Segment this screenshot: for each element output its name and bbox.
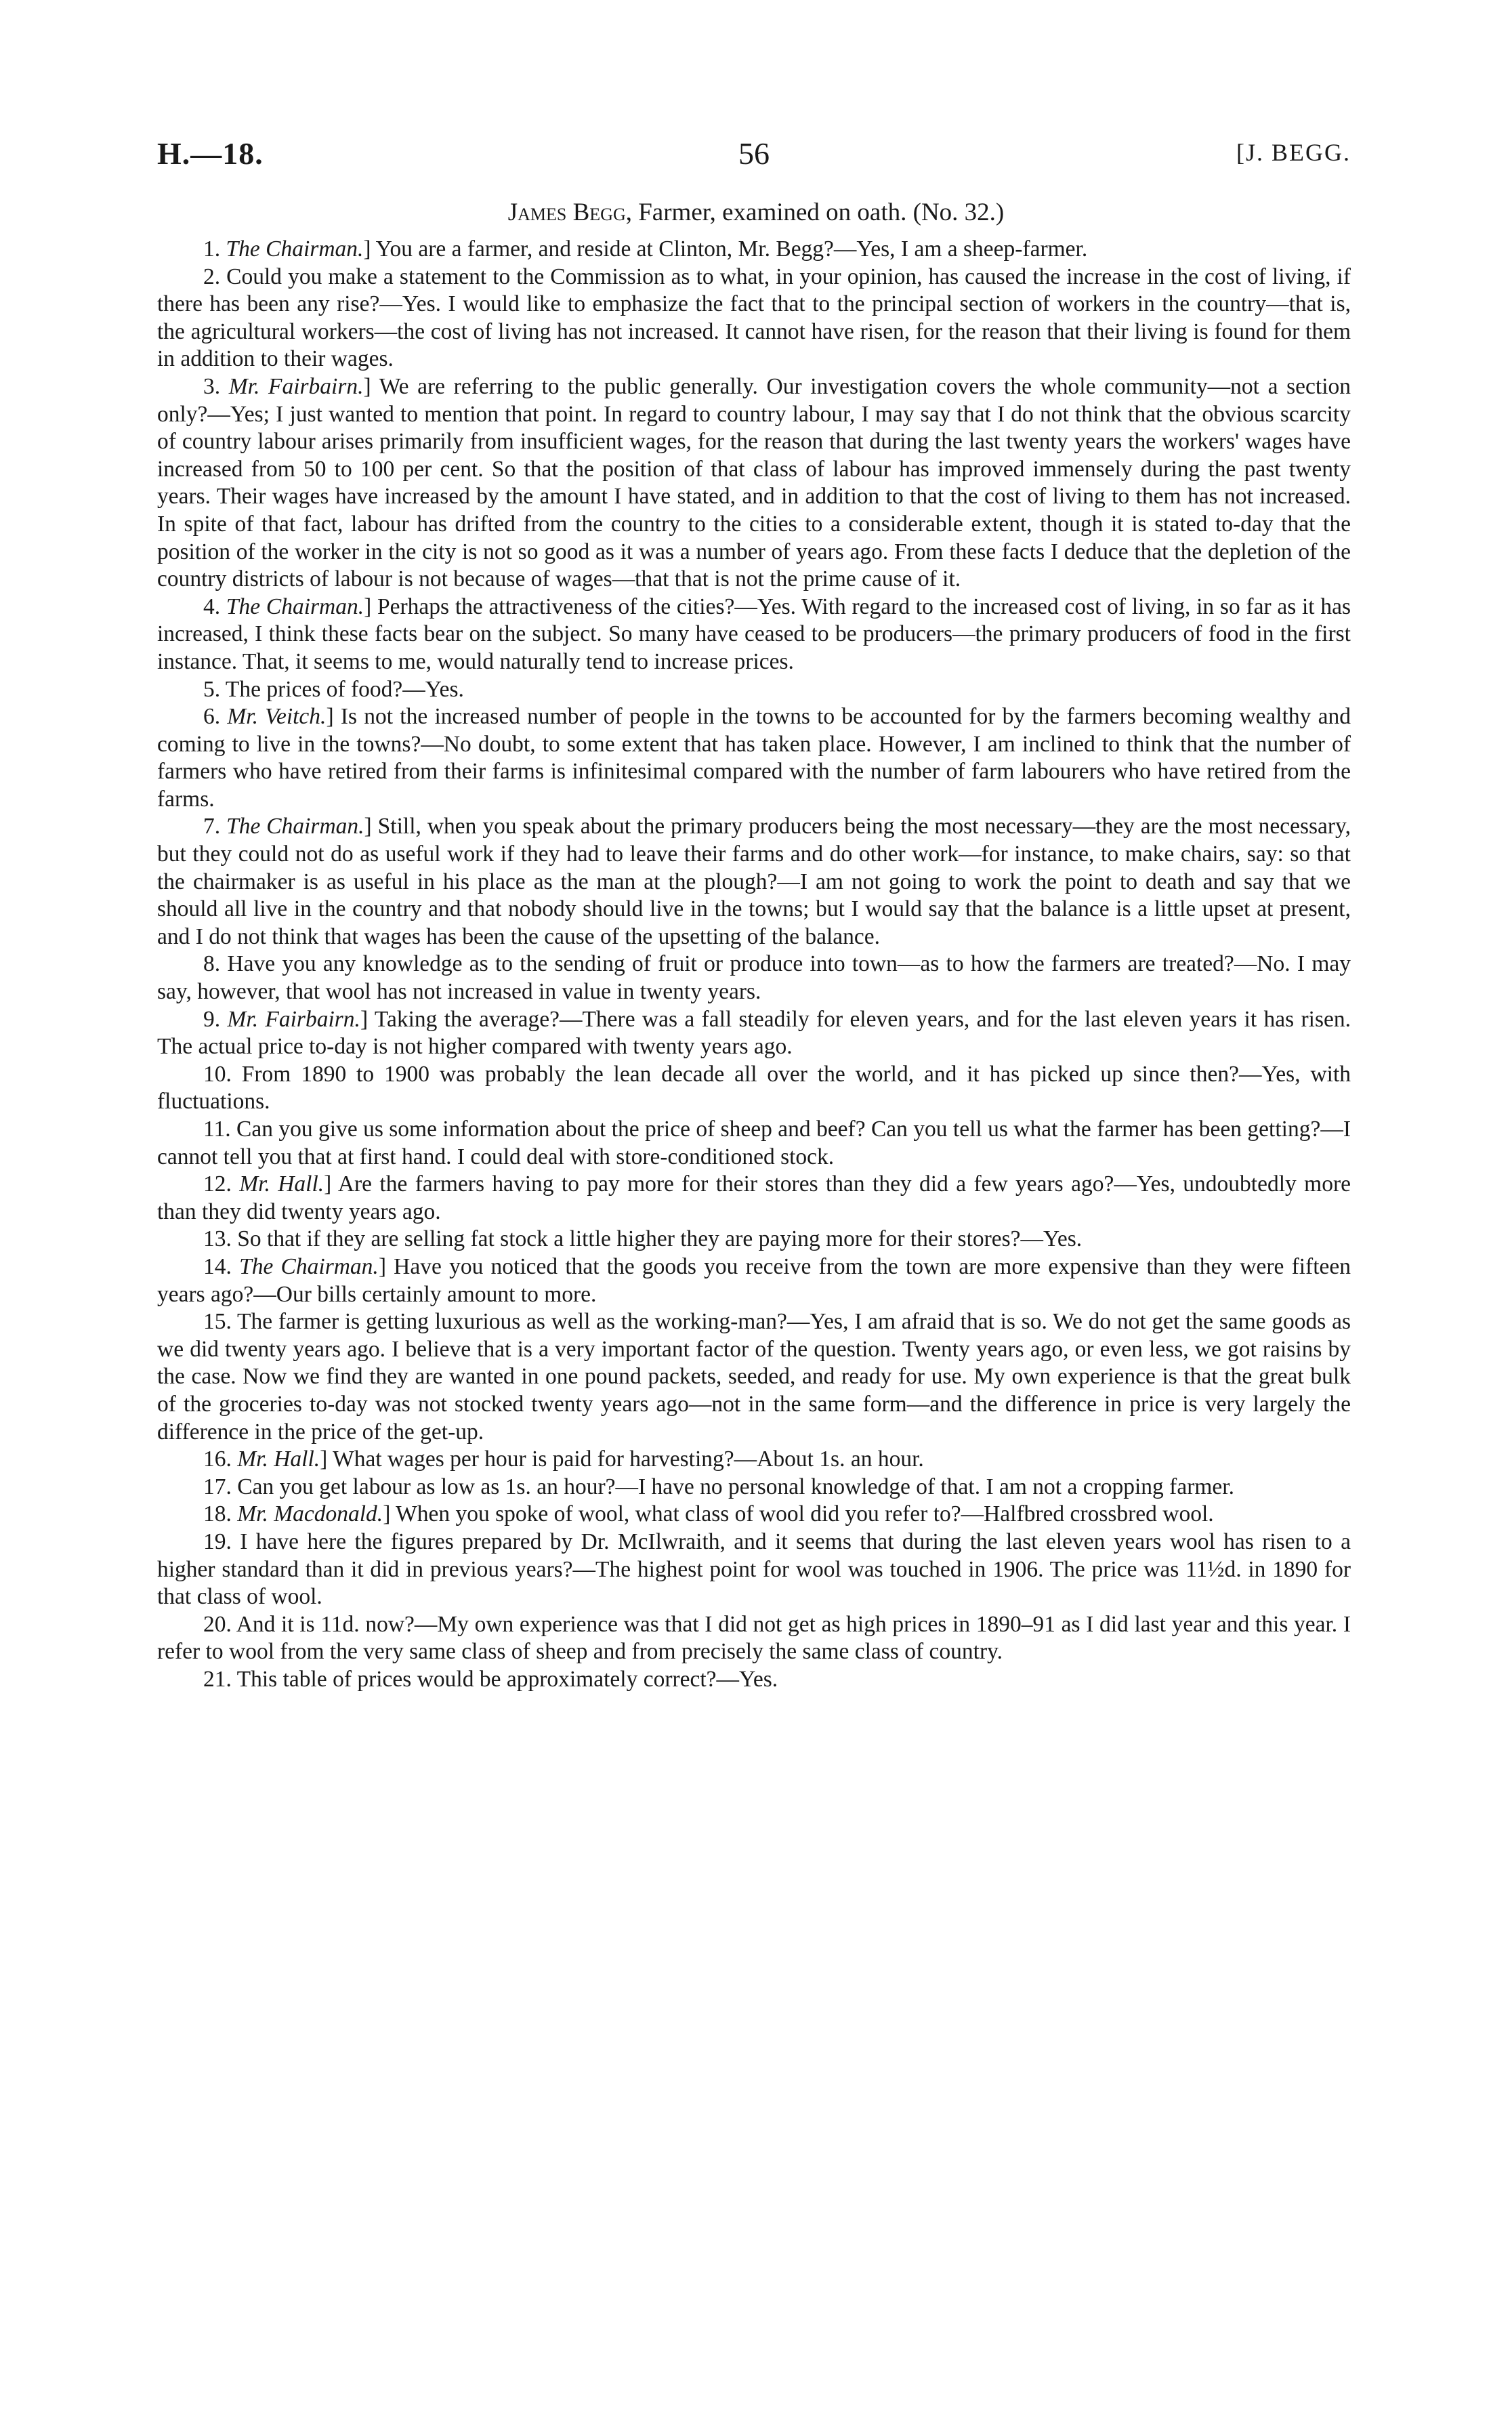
series-code: H.—18.: [157, 136, 264, 171]
qa-paragraph: [157, 1611, 1351, 1666]
question-number: 1.: [203, 236, 221, 262]
qa-paragraph: [157, 1171, 1351, 1226]
question-number: 10.: [203, 1061, 232, 1087]
speaker-name: Mr. Fairbairn.: [227, 1006, 360, 1032]
paragraph-text: Have you any knowledge as to the sending of fruit or produce into town—as to how the farmers are treated?—No. I may say, however, that wool has not increased in value in twenty years.: [157, 951, 1351, 1005]
witness-name: James Begg: [507, 199, 626, 226]
question-number: 6.: [203, 704, 221, 730]
question-number: 5.: [203, 676, 221, 702]
paragraph-text: Could you make a statement to the Commission as to what, in your opinion, has caused the increase in the cost of living, if there has been any rise?—Yes. I would like to emphasize the fact that to the principal section of workers in the country—that is, the agricultural workers—the cost of living has not increased. It cannot have risen, for the reason that their living is found for them in addition to their wages.: [157, 264, 1351, 372]
paragraph-text: ] Still, when you speak about the primary producers being the most necessary—they are the most necessary, but they could not do as useful work if they had to leave their farms and do other work—for instance, to make chairs, say: so that the chairmaker is as useful in his place as the man at the plough?—I am not going to work the point to death and say that we should all live in the country and that nobody should live in the towns; but I would say that the balance is a little upset at present, and I do not think that wages has been the cause of the upsetting of the balance.: [157, 814, 1351, 949]
paragraph-text: The prices of food?—Yes.: [225, 676, 464, 702]
paragraph-text: ] Are the farmers having to pay more for their stores than they did a few years ago?—Yes, undoubtedly more than they did twenty years ago.: [157, 1171, 1351, 1224]
question-number: 18.: [203, 1501, 232, 1527]
qa-paragraph: [157, 1116, 1351, 1171]
question-number: 3.: [203, 373, 221, 399]
question-number: 7.: [203, 814, 221, 839]
paragraph-text: ] We are referring to the public generally. Our investigation covers the whole community—not a section only?—Yes; I just wanted to mention that point. In regard to country labour, I may say that I do not think that the obvious scarcity of country labour arises primarily from insufficient wages, for the reason that during the last twenty years the workers' wages have increased from 50 to 100 per cent. So that the position of that class of labour has improved immensely during the past twenty years. Their wages have increased by the amount I have stated, and in addition to that the cost of living to them has not increased. In spite of that fact, labour has drifted from the country to the cities to a considerable extent, though it is stated to-day that the position of the worker in the city is not so good as it was a number of years ago. From these facts I deduce that the depletion of the country districts of labour is not because of wages—that that is not the prime cause of it.: [157, 373, 1351, 592]
speaker-name: Mr. Fairbairn.: [228, 373, 364, 399]
question-number: 15.: [203, 1309, 232, 1335]
question-number: 17.: [203, 1474, 232, 1499]
question-number: 8.: [203, 951, 221, 977]
qa-paragraph: [157, 1501, 1351, 1529]
paragraph-text: ] When you spoke of wool, what class of wool did you refer to?—Halfbred crossbred wool.: [383, 1501, 1214, 1527]
paragraph-text: Can you give us some information about the price of sheep and beef? Can you tell us what the farmer has been getting?—I cannot tell you that at first hand. I could deal with store-conditioned stock.: [157, 1117, 1351, 1169]
question-number: 13.: [203, 1226, 232, 1252]
qa-paragraph: [157, 373, 1351, 594]
question-number: 2.: [203, 264, 221, 289]
qa-paragraph: [157, 236, 1351, 264]
paragraph-text: This table of prices would be approximately correct?—Yes.: [236, 1666, 778, 1692]
section-title: [0, 198, 1512, 227]
paragraph-text: ] Have you noticed that the goods you receive from the town are more expensive than they were fifteen years ago?—Our bills certainly amount to more.: [157, 1253, 1351, 1307]
question-number: 21.: [203, 1666, 232, 1692]
paragraph-text: Can you get labour as low as 1s. an hour?—I have no personal knowledge of that. I am not a cropping farmer.: [237, 1474, 1234, 1499]
speaker-name: The Chairman.: [226, 236, 364, 262]
qa-paragraph: [157, 1061, 1351, 1116]
speaker-name: Mr. Hall.: [237, 1447, 320, 1472]
question-number: 20.: [203, 1611, 232, 1637]
question-number: 14.: [203, 1253, 232, 1279]
qa-paragraph: [157, 264, 1351, 373]
paragraph-text: ] What wages per hour is paid for harvesting?—About 1s. an hour.: [320, 1447, 924, 1472]
page-header: [157, 136, 1351, 176]
page-number: 56: [738, 136, 770, 171]
title-rest: , Farmer, examined on oath. (No. 32.): [625, 199, 1005, 226]
paragraph-text: ] Perhaps the attractiveness of the cities?—Yes. With regard to the increased cost of living, in so far as it has increased, I think these facts bear on the subject. So many have ceased to be producers—the primary producers of food in the first instance. That, it seems to me, would naturally tend to increase prices.: [157, 594, 1351, 674]
paragraph-text: ] You are a farmer, and reside at Clinton, Mr. Begg?—Yes, I am a sheep-farmer.: [363, 236, 1088, 262]
question-number: 4.: [203, 594, 221, 619]
paragraph-text: The farmer is getting luxurious as well as the working-man?—Yes, I am afraid that is so. We do not get the same goods as we did twenty years ago. I believe that is a very important factor of the question. Twenty years ago, or even less, we got raisins by the case. Now we find they are wanted in one pound packets, seeded, and ready for use. My own experience is that the great bulk of the groceries to-day was not stocked twenty years ago—not in the same form—and the difference in price is very largely the difference in the price of the get-up.: [157, 1309, 1351, 1444]
qa-paragraph: [157, 1253, 1351, 1308]
speaker-name: The Chairman.: [226, 594, 364, 619]
speaker-name: Mr. Hall.: [239, 1171, 324, 1197]
speaker-name: Mr. Macdonald.: [237, 1501, 383, 1527]
paragraph-text: ] Is not the increased number of people in the towns to be accounted for by the farmers becoming wealthy and coming to live in the towns?—No doubt, to some extent that has taken place. However, I am inclined to think that the number of farmers who have retired from their farms is infinitesimal compared with the number of farm labourers who have retired from the farms.: [157, 704, 1351, 812]
question-number: 19.: [203, 1529, 232, 1554]
question-number: 11.: [203, 1117, 231, 1142]
speaker-name: Mr. Veitch.: [227, 704, 327, 730]
qa-paragraph: [157, 1446, 1351, 1474]
paragraph-text: So that if they are selling fat stock a little higher they are paying more for their stores?—Yes.: [237, 1226, 1083, 1252]
qa-paragraph: [157, 1308, 1351, 1446]
qa-paragraph: [157, 703, 1351, 813]
qa-paragraph: [157, 1529, 1351, 1611]
paragraph-text: ] Taking the average?—There was a fall steadily for eleven years, and for the last eleven years it has risen. The actual price to-day is not higher compared with twenty years ago.: [157, 1006, 1351, 1060]
witness-tag: [J. BEGG.: [1236, 139, 1351, 166]
paragraph-text: I have here the figures prepared by Dr. McIlwraith, and it seems that during the last eleven years wool has risen to a higher standard than it did in previous years?—The highest point for wool was touched in 1906. The price was 11½d. in 1890 for that class of wool.: [157, 1529, 1351, 1610]
paragraph-text: And it is 11d. now?—My own experience was that I did not get as high prices in 1890–91 as I did last year and this year. I refer to wool from the very same class of sheep and from precisely the same class of country.: [157, 1611, 1351, 1665]
qa-paragraph: [157, 594, 1351, 676]
qa-paragraph: [157, 1666, 1351, 1694]
paragraph-text: From 1890 to 1900 was probably the lean decade all over the world, and it has picked up since then?—Yes, with fluctuations.: [157, 1061, 1351, 1115]
speaker-name: The Chairman.: [226, 814, 364, 839]
qa-paragraph: [157, 1006, 1351, 1061]
question-number: 16.: [203, 1447, 232, 1472]
question-number: 12.: [203, 1171, 232, 1197]
qa-paragraph: [157, 676, 1351, 704]
qa-paragraph: [157, 813, 1351, 951]
qa-paragraph: [157, 1474, 1351, 1501]
speaker-name: The Chairman.: [239, 1253, 379, 1279]
testimony-body: [157, 236, 1351, 1693]
qa-paragraph: [157, 951, 1351, 1005]
question-number: 9.: [203, 1006, 221, 1032]
qa-paragraph: [157, 1226, 1351, 1253]
